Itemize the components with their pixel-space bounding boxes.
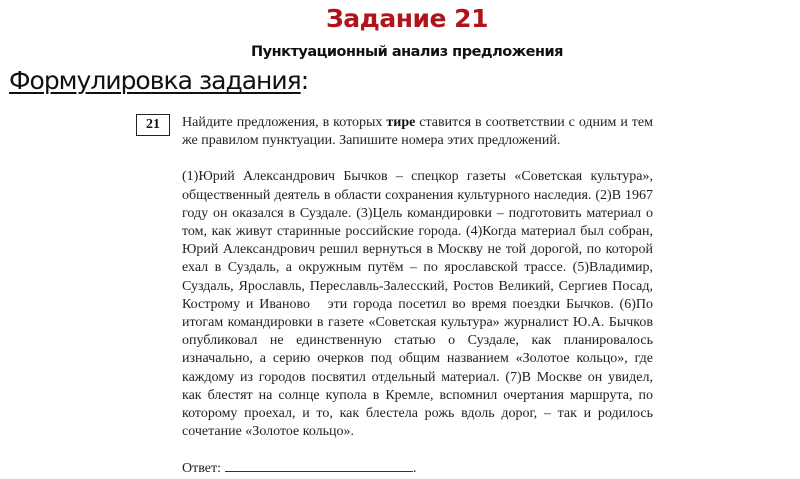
page-subtitle-text: Пунктуационный анализ предложения [251, 44, 563, 60]
task-instruction [182, 114, 653, 150]
section-heading-colon: : [300, 66, 309, 95]
task-text: (1)Юрий Александрович Бычков – спецкор газеты «Советская культура», общественный деятель в области сохранения культурного наследия. (2)В 1967 году он оказался в Суздале. (3)Цель командировки – подготовить материал о том, как живут старинные российские города. (4)Когда материал был собран, Юрий Александрович решил вернуться в Москву не той дорогой, по которой ехал в Суздаль, а окружным путём – по ярославской трассе. (5)Владимир, Суздаль, Ярославль, Переславль-Залесский, Ростов Великий, Сергиев Посад, Кострому и Иваново эти города посетил во время поездки Бычков. (6)По итогам командировки в газете «Советская культура» журналист Ю.А. Бычков опубликовал не единственную статью о Суздале, как планировалось изначально, а серию очерков под общим названием «Золотое кольцо», где каждому из городов посвятил отдельный материал. (7)В Москве он увидел, как блестят на солнце купола в Кремле, вспомнил очертания маршрута, по которому проехал, и то, как блестела рожь вдоль дорог, – так и родилось сочетание «Золотое кольцо». [182, 169, 657, 440]
spacer [182, 150, 653, 168]
answer-label: Ответ: [182, 461, 221, 477]
answer-row [182, 459, 653, 478]
task-document [182, 114, 657, 479]
page-title [0, 4, 800, 33]
instruction-text-end: ставится в соответствии с одним и тем же правилом пунктуации. Запишите номера этих предложений. [182, 115, 653, 149]
answer-period: . [412, 461, 417, 477]
instruction-keyword: тире [386, 115, 416, 130]
section-heading [9, 66, 308, 95]
page-title-text: Задание 21 [326, 4, 488, 33]
task-number-box: 21 [136, 114, 170, 136]
spacer [182, 441, 653, 459]
instruction-text-start: Найдите предложения, в которых [182, 115, 387, 130]
answer-field[interactable] [225, 459, 413, 472]
page-subtitle [0, 44, 800, 60]
section-heading-text: Формулировка задания [9, 66, 301, 95]
